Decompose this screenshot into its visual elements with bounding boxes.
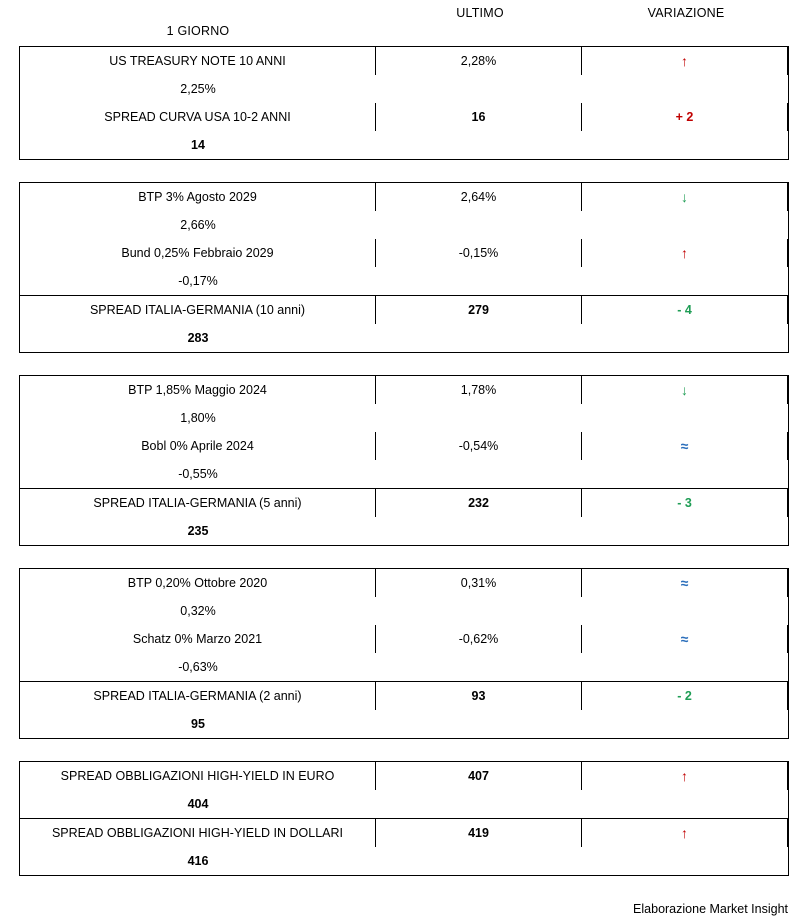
table-row — [20, 295, 788, 352]
row-prev-value: -0,55% — [178, 467, 218, 481]
row-prev-value: 2,25% — [180, 82, 216, 96]
table-block-high-yield — [19, 761, 789, 876]
approx-equal-icon: ≈ — [680, 438, 689, 454]
row-label: SPREAD OBBLIGAZIONI HIGH-YIELD IN DOLLARI — [20, 819, 376, 847]
row-label: Bobl 0% Aprile 2024 — [20, 432, 376, 460]
arrow-up-icon: ↑ — [681, 768, 688, 784]
row-change — [582, 489, 788, 517]
row-last-value: -0,15% — [376, 239, 582, 267]
table-row — [20, 239, 788, 295]
row-prev-value: 283 — [187, 331, 209, 345]
row-change — [582, 625, 788, 653]
table-block-italia-germania-5 — [19, 375, 789, 546]
table-row — [20, 376, 788, 432]
table-row — [20, 103, 788, 159]
row-label: SPREAD ITALIA-GERMANIA (10 anni) — [20, 296, 376, 324]
row-label: Bund 0,25% Febbraio 2029 — [20, 239, 376, 267]
row-label: SPREAD OBBLIGAZIONI HIGH-YIELD IN EURO — [20, 762, 376, 790]
header-col-giorno: 1 GIORNO — [166, 24, 230, 38]
change-value-text: + 2 — [675, 110, 694, 124]
table-block-italia-germania-10 — [19, 182, 789, 353]
row-change — [582, 183, 788, 211]
table-row — [20, 762, 788, 818]
change-value-text: - 3 — [677, 496, 692, 510]
row-last-value: -0,62% — [376, 625, 582, 653]
table-row — [20, 681, 788, 738]
row-prev-value: 416 — [187, 854, 209, 868]
row-prev-value: -0,63% — [178, 660, 218, 674]
row-change — [582, 376, 788, 404]
table-block-italia-germania-2 — [19, 568, 789, 739]
row-change — [582, 296, 788, 324]
row-prev-value: 2,66% — [180, 218, 216, 232]
row-change — [582, 819, 788, 847]
approx-equal-icon: ≈ — [680, 631, 689, 647]
header-col-ultimo: ULTIMO — [456, 6, 504, 20]
table-row — [20, 183, 788, 239]
row-last-value: 2,28% — [376, 47, 582, 75]
arrow-down-icon: ↓ — [681, 382, 688, 398]
row-change — [582, 762, 788, 790]
row-last-value: 2,64% — [376, 183, 582, 211]
row-last-value: 279 — [376, 296, 582, 324]
table-row — [20, 625, 788, 681]
row-change — [582, 103, 788, 131]
arrow-up-icon: ↑ — [681, 825, 688, 841]
row-prev-value: 1,80% — [180, 411, 216, 425]
row-last-value: 407 — [376, 762, 582, 790]
arrow-down-icon: ↓ — [681, 189, 688, 205]
table-row — [20, 488, 788, 545]
table-row — [20, 818, 788, 875]
row-last-value: 16 — [376, 103, 582, 131]
row-last-value: -0,54% — [376, 432, 582, 460]
table-row — [20, 569, 788, 625]
row-label: BTP 3% Agosto 2029 — [20, 183, 376, 211]
header-col-variazione: VARIAZIONE — [647, 6, 725, 20]
row-change — [582, 682, 788, 710]
row-label: SPREAD ITALIA-GERMANIA (2 anni) — [20, 682, 376, 710]
table-row — [20, 47, 788, 103]
table-header — [19, 4, 789, 40]
table-body — [0, 46, 808, 876]
row-change — [582, 47, 788, 75]
row-prev-value: 14 — [191, 138, 205, 152]
row-label: BTP 1,85% Maggio 2024 — [20, 376, 376, 404]
row-label: BTP 0,20% Ottobre 2020 — [20, 569, 376, 597]
row-change — [582, 432, 788, 460]
footer-credit: Elaborazione Market Insight — [633, 902, 788, 916]
row-label: Schatz 0% Marzo 2021 — [20, 625, 376, 653]
change-value-text: - 2 — [677, 689, 692, 703]
row-label: SPREAD ITALIA-GERMANIA (5 anni) — [20, 489, 376, 517]
change-value-text: - 4 — [677, 303, 692, 317]
table-block-treasury — [19, 46, 789, 160]
approx-equal-icon: ≈ — [680, 575, 689, 591]
row-change — [582, 239, 788, 267]
row-prev-value: 0,32% — [180, 604, 216, 618]
row-label: SPREAD CURVA USA 10-2 ANNI — [20, 103, 376, 131]
bond-yields-table — [0, 4, 808, 916]
row-last-value: 419 — [376, 819, 582, 847]
arrow-up-icon: ↑ — [681, 245, 688, 261]
row-last-value: 93 — [376, 682, 582, 710]
arrow-up-icon: ↑ — [681, 53, 688, 69]
row-prev-value: 95 — [191, 717, 205, 731]
row-label: US TREASURY NOTE 10 ANNI — [20, 47, 376, 75]
row-last-value: 0,31% — [376, 569, 582, 597]
row-prev-value: 235 — [187, 524, 209, 538]
row-last-value: 232 — [376, 489, 582, 517]
row-last-value: 1,78% — [376, 376, 582, 404]
row-change — [582, 569, 788, 597]
row-prev-value: 404 — [187, 797, 209, 811]
table-row — [20, 432, 788, 488]
row-prev-value: -0,17% — [178, 274, 218, 288]
